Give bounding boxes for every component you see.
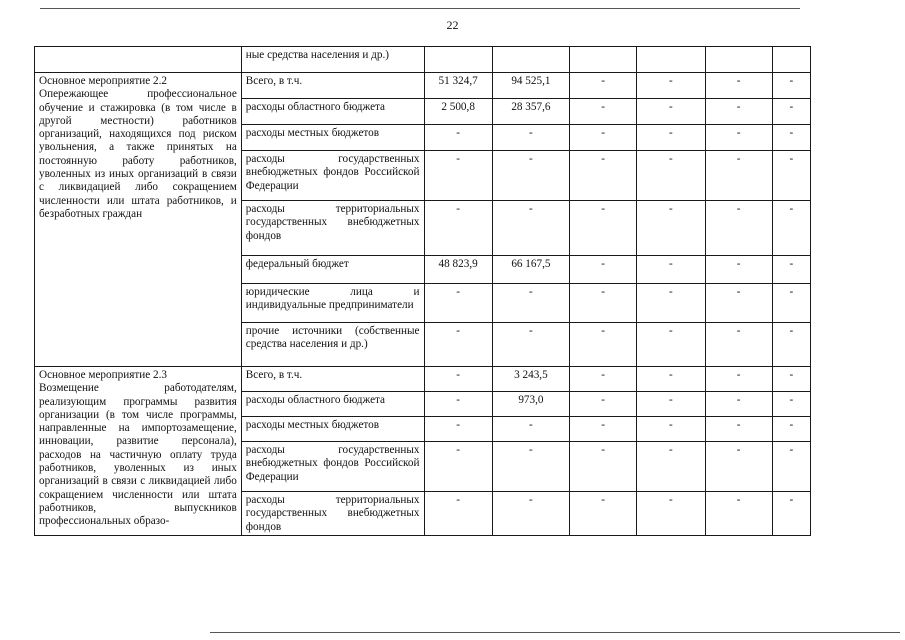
value-cell: - xyxy=(637,99,705,125)
value-cell xyxy=(705,47,772,73)
value-cell: - xyxy=(705,417,772,442)
value-cell: - xyxy=(637,367,705,392)
value-cell: 48 823,9 xyxy=(424,256,492,284)
value-cell: - xyxy=(705,256,772,284)
value-cell: - xyxy=(705,323,772,367)
value-cell: - xyxy=(424,367,492,392)
value-cell: - xyxy=(492,417,569,442)
value-cell: - xyxy=(772,367,810,392)
value-cell: - xyxy=(637,442,705,492)
value-cell xyxy=(570,47,637,73)
value-cell: 51 324,7 xyxy=(424,73,492,99)
value-cell: - xyxy=(424,417,492,442)
page-number: 22 xyxy=(446,18,459,32)
value-cell: - xyxy=(705,492,772,536)
value-cell: - xyxy=(772,284,810,323)
value-cell xyxy=(424,47,492,73)
value-cell: - xyxy=(492,201,569,256)
value-cell: - xyxy=(570,417,637,442)
value-cell: - xyxy=(570,323,637,367)
value-cell: - xyxy=(492,125,569,151)
value-cell: - xyxy=(772,99,810,125)
measure-cell-empty xyxy=(35,47,242,73)
value-cell: - xyxy=(492,151,569,201)
value-cell: - xyxy=(492,284,569,323)
value-cell: - xyxy=(705,367,772,392)
table-row-continuation xyxy=(35,47,811,73)
funding-source-cell: расходы государственных внебюджетных фондов Российской Федерации xyxy=(241,442,424,492)
funding-source-cell: расходы местных бюджетов xyxy=(241,417,424,442)
funding-source-cell: расходы территориальных государственных внебюджетных фондов xyxy=(241,201,424,256)
value-cell: - xyxy=(705,392,772,417)
value-cell: - xyxy=(637,417,705,442)
value-cell: - xyxy=(492,323,569,367)
value-cell: - xyxy=(424,492,492,536)
value-cell: - xyxy=(705,284,772,323)
value-cell xyxy=(637,47,705,73)
value-cell: 66 167,5 xyxy=(492,256,569,284)
funding-source-cell: прочие источники (собственные средства населения и др.) xyxy=(241,323,424,367)
funding-source-cell: Всего, в т.ч. xyxy=(241,73,424,99)
table-row xyxy=(35,73,811,99)
value-cell: - xyxy=(637,73,705,99)
value-cell: - xyxy=(570,73,637,99)
measure-title: Основное мероприятие 2.3 xyxy=(39,369,167,381)
value-cell: - xyxy=(570,99,637,125)
value-cell: 94 525,1 xyxy=(492,73,569,99)
value-cell: - xyxy=(637,284,705,323)
value-cell: - xyxy=(637,151,705,201)
value-cell xyxy=(492,47,569,73)
value-cell: - xyxy=(705,442,772,492)
value-cell: - xyxy=(772,323,810,367)
value-cell: - xyxy=(772,256,810,284)
value-cell: - xyxy=(637,201,705,256)
value-cell: 28 357,6 xyxy=(492,99,569,125)
value-cell: - xyxy=(772,73,810,99)
scan-top-rule xyxy=(40,8,800,9)
value-cell: 973,0 xyxy=(492,392,569,417)
measure-cell xyxy=(35,73,242,367)
value-cell: - xyxy=(570,284,637,323)
funding-source-cell: расходы государственных внебюджетных фондов Российской Федерации xyxy=(241,151,424,201)
value-cell: - xyxy=(637,323,705,367)
value-cell: - xyxy=(424,442,492,492)
value-cell: - xyxy=(705,125,772,151)
value-cell: - xyxy=(424,125,492,151)
value-cell xyxy=(772,47,810,73)
value-cell: - xyxy=(424,284,492,323)
value-cell: - xyxy=(772,392,810,417)
value-cell: - xyxy=(492,492,569,536)
value-cell: - xyxy=(705,73,772,99)
budget-table-body xyxy=(35,47,811,536)
value-cell: - xyxy=(570,492,637,536)
measure-description: Возмещение работодателям, реализующим программы развития организации (в том числе программы, направленные на импортозамещение, инновации, развитие персонала), расходов на частичную оплату труда работников, уволенных из иных организаций в связи с ликвидацией либо сокращением численности или штата работников, выпускников профессиональных образо- xyxy=(39,382,237,528)
funding-source-cell: юридические лица и индивидуальные предприниматели xyxy=(241,284,424,323)
funding-source-cell: расходы областного бюджета xyxy=(241,392,424,417)
value-cell: - xyxy=(772,125,810,151)
value-cell: - xyxy=(772,442,810,492)
value-cell: - xyxy=(637,392,705,417)
funding-source-cell: расходы областного бюджета xyxy=(241,99,424,125)
value-cell: - xyxy=(772,151,810,201)
value-cell: - xyxy=(570,392,637,417)
value-cell: 3 243,5 xyxy=(492,367,569,392)
value-cell: - xyxy=(424,392,492,417)
funding-source-cell: расходы территориальных государственных внебюджетных фондов xyxy=(241,492,424,536)
value-cell: - xyxy=(637,256,705,284)
value-cell: - xyxy=(705,151,772,201)
value-cell: - xyxy=(570,125,637,151)
value-cell: - xyxy=(570,256,637,284)
value-cell: - xyxy=(772,417,810,442)
value-cell: - xyxy=(424,151,492,201)
measure-cell xyxy=(35,367,242,536)
value-cell: - xyxy=(424,323,492,367)
value-cell: - xyxy=(424,201,492,256)
measure-title: Основное мероприятие 2.2 xyxy=(39,75,167,87)
value-cell: - xyxy=(492,442,569,492)
funding-source-cell: Всего, в т.ч. xyxy=(241,367,424,392)
value-cell: - xyxy=(705,201,772,256)
funding-source-cell: расходы местных бюджетов xyxy=(241,125,424,151)
value-cell: - xyxy=(637,492,705,536)
value-cell: - xyxy=(772,492,810,536)
value-cell: - xyxy=(772,201,810,256)
measure-description: Опережающее профессиональное обучение и стажировка (в том числе в другой местности) работников организаций, находящихся под риском увольнения, а также принятых на постоянную работу работников, уволенных из иных организаций в связи с ликвидацией либо сокращением численности или штата работников, и безработных граждан xyxy=(39,88,237,220)
value-cell: - xyxy=(705,99,772,125)
table-row xyxy=(35,367,811,392)
value-cell: 2 500,8 xyxy=(424,99,492,125)
value-cell: - xyxy=(570,367,637,392)
value-cell: - xyxy=(570,151,637,201)
funding-source-cell: ные средства населения и др.) xyxy=(241,47,424,73)
budget-table xyxy=(34,46,811,536)
scan-bottom-rule xyxy=(210,632,900,633)
value-cell: - xyxy=(637,125,705,151)
value-cell: - xyxy=(570,442,637,492)
value-cell: - xyxy=(570,201,637,256)
funding-source-cell: федеральный бюджет xyxy=(241,256,424,284)
